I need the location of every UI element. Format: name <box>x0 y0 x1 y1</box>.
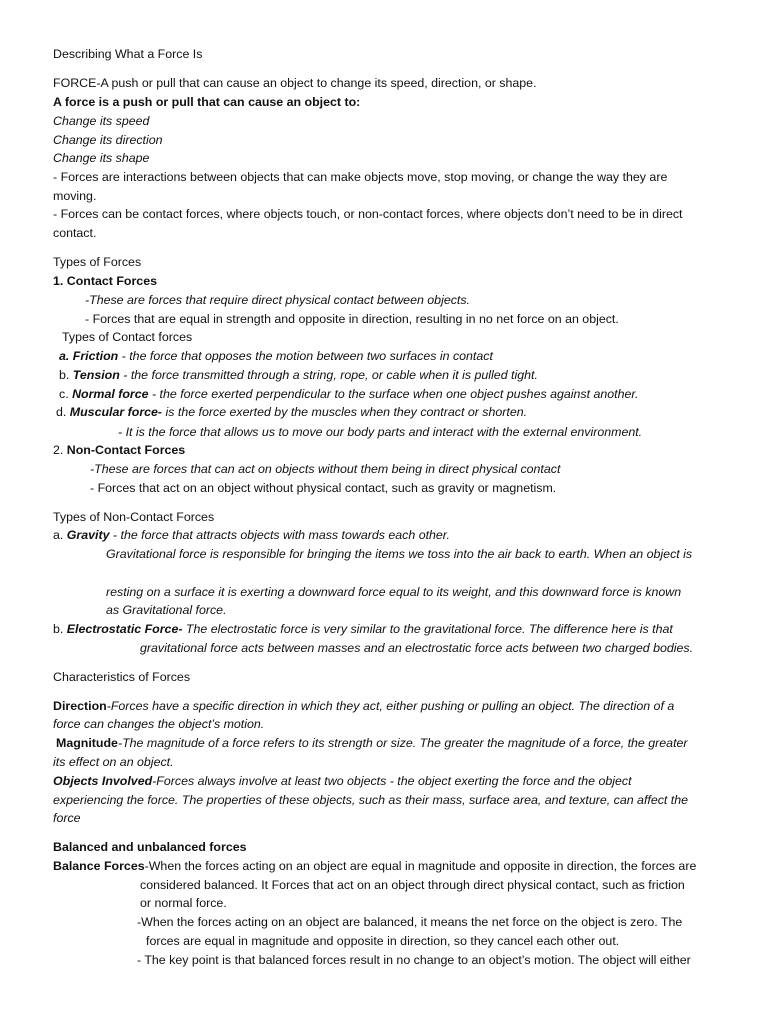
contact-item-friction: a. Friction - the force that opposes the motion between two surfaces in contact <box>59 349 493 363</box>
objects-involved-line-1: Objects Involved-Forces always involve at least two objects - the object exerting the force and the object <box>53 774 632 788</box>
balanced-line-1: Balance Forces-When the forces acting on an object are equal in magnitude and opposite in direction, the forces are <box>53 859 697 873</box>
contact-item-muscular-force: d. Muscular force- is the force exerted by the muscles when they contract or shorten. <box>56 405 528 419</box>
direction-line-2: force can changes the object’s motion. <box>53 717 265 731</box>
objects-involved-line-3: force <box>53 811 81 825</box>
noncontact-desc-1: -These are forces that can act on objects without them being in direct physical contact <box>90 462 561 476</box>
effect-shape: Change its shape <box>53 151 150 165</box>
characteristics-heading: Characteristics of Forces <box>53 670 191 684</box>
muscular-note: - It is the force that allows us to move our body parts and interact with the external environment. <box>118 425 643 439</box>
electrostatic-detail: gravitational force acts between masses and an electrostatic force acts between two charged bodies. <box>140 641 694 655</box>
effect-direction: Change its direction <box>53 133 163 147</box>
magnitude-line-2: its effect on an object. <box>53 755 174 769</box>
contact-desc-2: - Forces that are equal in strength and opposite in direction, resulting in no net force on an object. <box>85 312 619 326</box>
balanced-line-6: - The key point is that balanced forces result in no change to an object’s motion. The object will either <box>137 953 691 967</box>
contact-forces-heading: 1. Contact Forces <box>53 274 157 288</box>
noncontact-desc-2: - Forces that act on an object without physical contact, such as gravity or magnetism. <box>90 481 557 495</box>
balanced-line-5: forces are equal in magnitude and opposite in direction, so they cancel each other out. <box>146 934 620 948</box>
gravity-detail-1: Gravitational force is responsible for bringing the items we toss into the air back to earth. When an object is <box>106 547 693 561</box>
balanced-heading: Balanced and unbalanced forces <box>53 840 247 854</box>
balanced-line-2: considered balanced. It Forces that act on an object through direct physical contact, such as friction <box>140 878 685 892</box>
noncontact-forces-heading: 2. Non-Contact Forces <box>53 443 186 457</box>
interactions-line-2: moving. <box>53 189 97 203</box>
gravity-detail-3: as Gravitational force. <box>106 603 227 617</box>
contact-desc-1: -These are forces that require direct physical contact between objects. <box>85 293 470 307</box>
effect-speed: Change its speed <box>53 114 150 128</box>
noncontact-item-gravity: a. Gravity - the force that attracts objects with mass towards each other. <box>53 528 450 542</box>
contact-noncontact-line-1: - Forces can be contact forces, where objects touch, or non-contact forces, where objects don’t need to be in direct <box>53 207 683 221</box>
contact-types-heading: Types of Contact forces <box>62 330 193 344</box>
contact-noncontact-line-2: contact. <box>53 226 97 240</box>
noncontact-item-electrostatic: b. Electrostatic Force- The electrostatic force is very similar to the gravitational force. The difference here is that <box>53 622 673 636</box>
can-cause-heading: A force is a push or pull that can cause an object to: <box>53 95 361 109</box>
direction-line-1: Direction-Forces have a specific direction in which they act, either pushing or pulling an object. The direction of a <box>53 699 675 713</box>
objects-involved-line-2: experiencing the force. The properties of these objects, such as their mass, surface area, and texture, can affect the <box>53 793 689 807</box>
balanced-line-4: -When the forces acting on an object are balanced, it means the net force on the object is zero. The <box>137 915 683 929</box>
force-definition: FORCE-A push or pull that can cause an object to change its speed, direction, or shape. <box>53 76 537 90</box>
contact-item-normal-force: c. Normal force - the force exerted perpendicular to the surface when one object pushes against another. <box>59 387 639 401</box>
interactions-line-1: - Forces are interactions between objects that can make objects move, stop moving, or change the way they are <box>53 170 668 184</box>
gravity-detail-2: resting on a surface it is exerting a downward force equal to its weight, and this downward force is known <box>106 585 682 599</box>
balanced-line-3: or normal force. <box>140 896 227 910</box>
types-of-forces-heading: Types of Forces <box>53 255 142 269</box>
contact-item-tension: b. Tension - the force transmitted through a string, rope, or cable when it is pulled tight. <box>59 368 538 382</box>
noncontact-types-heading: Types of Non-Contact Forces <box>53 510 215 524</box>
magnitude-line-1: Magnitude-The magnitude of a force refers to its strength or size. The greater the magnitude of a force, the greater <box>56 736 688 750</box>
doc-title: Describing What a Force Is <box>53 47 203 61</box>
